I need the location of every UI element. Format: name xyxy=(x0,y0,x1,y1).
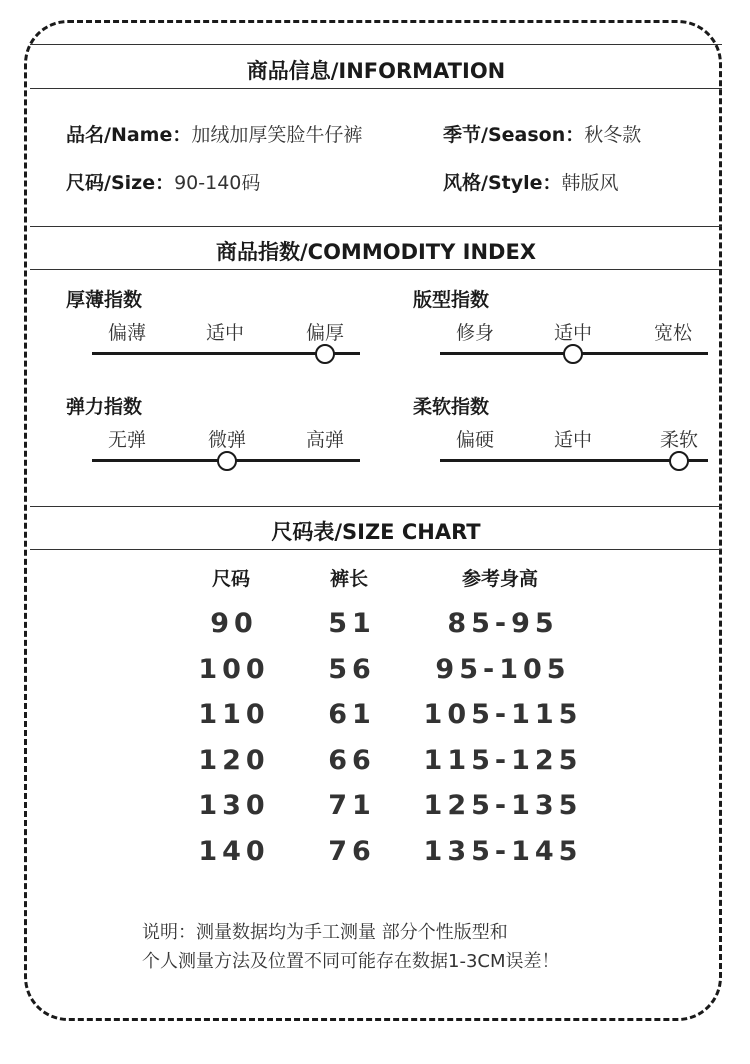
note-line-2: 个人测量方法及位置不同可能存在数据1-3CM误差！ xyxy=(142,951,560,972)
divider xyxy=(30,88,722,89)
divider xyxy=(30,226,722,227)
divider xyxy=(30,44,722,45)
size-chart-cell: 95-105 xyxy=(435,653,571,685)
commodity-index-title: 商品指数/COMMODITY INDEX xyxy=(215,240,537,264)
size-chart-header: 尺码 xyxy=(211,568,251,590)
index-marker xyxy=(315,344,335,364)
size-chart-cell: 61 xyxy=(328,699,376,730)
size-chart-title: 尺码表/SIZE CHART xyxy=(271,520,481,544)
index-level-label: 偏厚 xyxy=(305,322,345,344)
season-field xyxy=(443,120,641,147)
index-level-label: 适中 xyxy=(553,322,593,344)
size-chart-cell: 105-115 xyxy=(423,699,583,730)
size-chart-header: 参考身高 xyxy=(461,568,539,590)
size-chart-cell: 140 xyxy=(198,835,270,867)
index-marker xyxy=(563,344,583,364)
index-title: 弹力指数 xyxy=(66,396,143,418)
index-level-label: 修身 xyxy=(455,322,495,344)
season-value: 秋冬款 xyxy=(584,124,642,146)
size-chart-cell: 66 xyxy=(328,744,376,776)
information-title: 商品信息/INFORMATION xyxy=(246,59,506,83)
size-chart-cell: 51 xyxy=(328,608,376,639)
size-chart-cell: 110 xyxy=(198,699,270,730)
index-scale-track xyxy=(440,459,708,462)
name-field xyxy=(66,120,362,147)
size-chart-cell: 120 xyxy=(198,744,270,776)
index-level-label: 高弹 xyxy=(305,429,345,451)
size-chart-cell: 56 xyxy=(328,653,376,685)
season-label: 季节/Season： xyxy=(443,124,585,146)
size-chart-cell: 85-95 xyxy=(447,608,559,639)
index-level-label: 偏硬 xyxy=(455,429,495,451)
divider xyxy=(30,506,722,507)
size-chart-cell: 76 xyxy=(328,835,376,867)
size-chart-cell: 90 xyxy=(210,608,258,639)
size-chart-cell: 100 xyxy=(198,653,270,685)
index-marker xyxy=(669,451,689,471)
index-level-label: 微弹 xyxy=(207,429,247,451)
style-value: 韩版风 xyxy=(561,172,619,194)
index-level-label: 柔软 xyxy=(659,429,699,451)
size-chart-cell: 130 xyxy=(198,790,270,821)
divider xyxy=(30,549,722,550)
size-chart-cell: 71 xyxy=(328,790,376,821)
index-title: 版型指数 xyxy=(413,289,490,311)
divider xyxy=(30,269,722,270)
index-level-label: 偏薄 xyxy=(107,322,147,344)
size-chart-cell: 125-135 xyxy=(423,790,583,821)
style-field xyxy=(443,168,619,195)
index-level-label: 宽松 xyxy=(653,322,693,344)
name-value: 加绒加厚笑脸牛仔裤 xyxy=(191,124,363,146)
size-value: 90-140码 xyxy=(174,172,261,194)
size-chart-cell: 115-125 xyxy=(423,744,583,776)
size-chart-cell: 135-145 xyxy=(423,835,583,867)
index-title: 厚薄指数 xyxy=(66,289,143,311)
index-level-label: 无弹 xyxy=(107,429,147,451)
index-level-label: 适中 xyxy=(205,322,245,344)
name-label: 品名/Name： xyxy=(66,124,192,146)
index-level-label: 适中 xyxy=(553,429,593,451)
note-line-1: 说明：测量数据均为手工测量 部分个性版型和 xyxy=(142,922,508,943)
size-field xyxy=(66,168,260,195)
size-label: 尺码/Size： xyxy=(66,172,175,194)
style-label: 风格/Style： xyxy=(443,172,562,194)
index-marker xyxy=(217,451,237,471)
index-title: 柔软指数 xyxy=(413,396,490,418)
size-chart-header: 裤长 xyxy=(329,568,369,590)
